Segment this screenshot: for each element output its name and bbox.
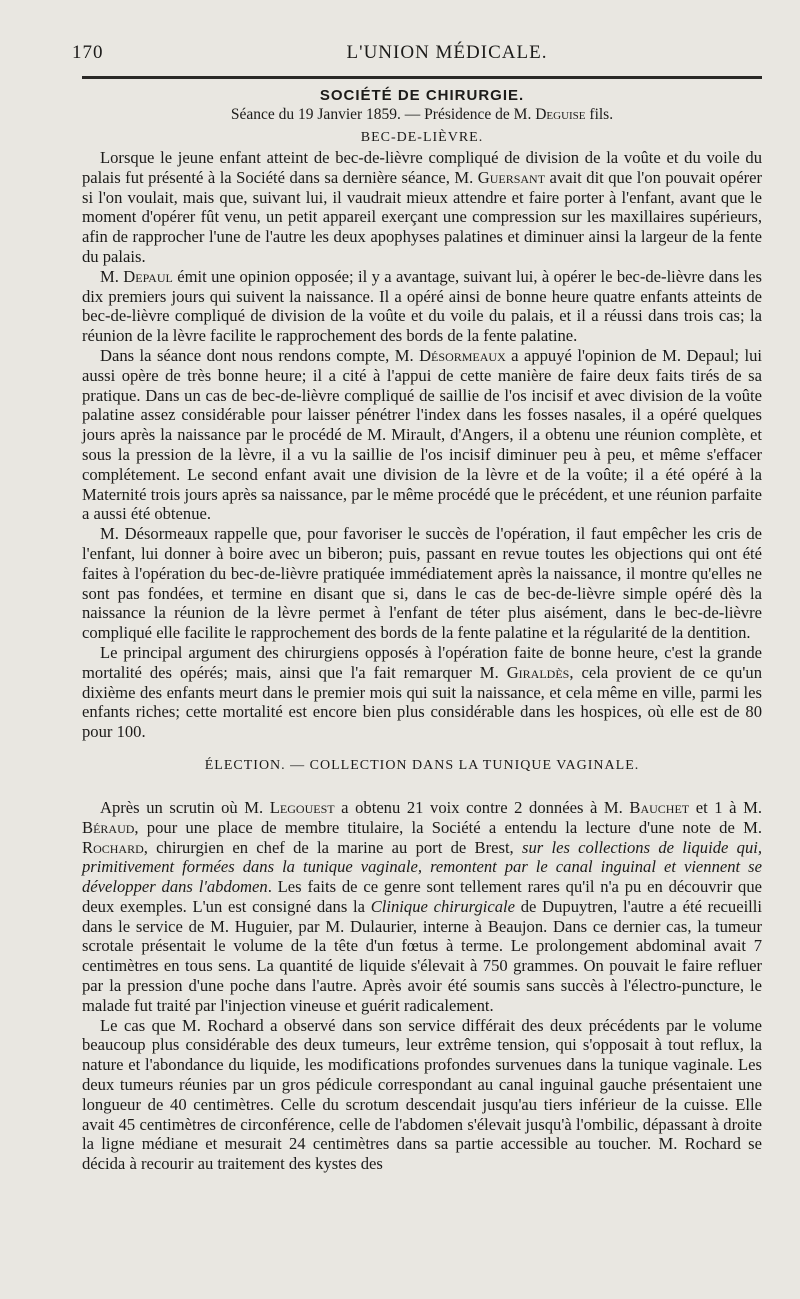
paragraph-depaul: M. Depaul émit une opinion opposée; il y a avantage, suivant lui, à opérer le bec-de-lièvre dans les dix premiers jours qui suivent la naissance. Il a opéré ainsi de bonne heure quatre enfants atteints de bec-de-lièvre compliqué de division de la voûte et du voile du palais, et il a réussi dans trois cas; la réunion de la lèvre facilite le rapprochement des bords de la fente palatine.: [82, 266, 762, 346]
paragraph-desormeaux-cases: Dans la séance dont nous rendons compte, M. Désormeaux a appuyé l'opinion de M. Depaul; lui aussi opère de très bonne heure; il a cité à l'appui de cette manière de faire deux faits tirés de sa pratique. Dans un cas de bec-de-lièvre compliqué de saillie de l'os incisif et avec division de la voûte palatine assez considérable pour laisser pénétrer l'index dans les fosses nasales, il a opéré quelques jours après la naissance par le procédé de M. Mirault, d'Angers, il a obtenu une réunion complète, et sous la pression de la lèvre, il a vu la saillie de l'os incisif diminuer peu à peu, et même s'effacer complétement. Le second enfant avait une division de la lèvre et de la voûte; il a été opéré à la Maternité trois jours après sa naissance, par le même procédé que le précédent, et une réunion parfaite a aussi été obtenue.: [82, 345, 762, 524]
subheading-bec-de-lievre: BEC-DE-LIÈVRE.: [360, 130, 484, 145]
paragraph-election: Après un scrutin où M. Legouest a obtenu 21 voix contre 2 données à M. Bauchet et 1 à M. Béraud, pour une place de membre titulaire, la Société a entendu la lecture d'une note de M. Rochard, chirurgien en chef de la marine au port de Brest, sur les collections de liquide qui, primitivement formées dans la tunique vaginale, remontent par le canal inguinal et viennent se développer dans l'abdomen. Les faits de ce genre sont tellement rares qu'il n'a pu en découvrir que deux exemples. L'un est consigné dans la Clinique chirurgicale de Dupuytren, l'autre a été recueilli dans le service de M. Huguier, par M. Dulaurier, interne à Beaujon. Dans ce dernier cas, la tumeur scrotale présentait le volume de la tête d'un fœtus à terme. Le prolongement abdominal avait 7 centimètres en tous sens. La quantité de liquide s'élevait à 750 grammes. On pouvait le faire refluer par la pression d'une poche dans l'autre. Après avoir été soumis sans succès à l'électro-puncture, le malade fut traité par l'injection vineuse et guérit radicalement.: [82, 797, 763, 1015]
paragraph-desormeaux-objections: M. Désormeaux rappelle que, pour favoriser le succès de l'opération, il faut empêcher les cris de l'enfant, lui donner à boire avec un biberon; puis, passant en revue toutes les objections qui ont été faites à l'opération du bec-de-lièvre pratiquée immédiatement après la naissance, il montre qu'elles ne sont pas fondées, et termine en disant que si, dans le cas de bec-de-lièvre simple opéré dès la naissance la réunion de la lèvre permet à l'enfant de téter plus aisément, dans le bec-de-lièvre compliqué elle facilite le rapprochement des bords de la fente palatine et la régularité de la dentition.: [82, 524, 762, 643]
page-number: 170: [72, 42, 104, 63]
subheading-election: ÉLECTION. — COLLECTION DANS LA TUNIQUE VAGINALE.: [204, 757, 640, 773]
paragraph-mortality: Le principal argument des chirurgiens opposés à l'opération faite de bonne heure, c'est la grande mortalité des opérés; mais, ainsi que l'a fait remarquer M. Giraldès, cela provient de ce qu'un dixième des enfants meurt dans le premier mois qui suit la naissance, et cela même en ville, parmi les enfants riches; cette mortalité est encore bien plus considérable dans les hospices, où elle est de 80 pour 100.: [82, 642, 762, 742]
section-title: SOCIÉTÉ DE CHIRURGIE.: [319, 87, 525, 104]
journal-title: L'UNION MÉDICALE.: [346, 42, 548, 63]
running-head: [72, 36, 762, 70]
paragraph-rochard-case: Le cas que M. Rochard a observé dans son service différait des deux précédents par le volume beaucoup plus considérable des deux tumeurs, leur extrême tension, qui s'opposait à tout reflux, la nature et l'abondance du liquide, les modifications profondes survenues dans la tunique vaginale. Les deux tumeurs réunies par un gros pédicule correspondant au canal inguinal gauche présentaient une longueur de 40 centimètres. Celle du scrotum descendait jusqu'au tiers inférieur de la cuisse. Elle avait 45 centimètres de circonférence, celle de l'abdomen s'élevait jusqu'à l'ombilic, dépassant à droite la ligne médiane et mesurait 24 centimètres dans sa partie accessible au toucher. M. Rochard se décida à recourir au traitement des kystes des: [82, 1015, 762, 1174]
header-rule: [82, 76, 762, 79]
paragraph-guersant: Lorsque le jeune enfant atteint de bec-de-lièvre compliqué de division de la voûte et du voile du palais fut présenté à la Société dans sa dernière séance, M. Guersant avait dit que l'on pouvait opérer si l'on voulait, mais que, suivant lui, il vaudrait mieux attendre et faire porter à l'enfant, avant que le moment d'opérer fût venu, un petit appareil exerçant une compression sur les maxillaires supérieurs, afin de rapprocher l'une de l'autre les deux apophyses palatines et diminuer ainsi la largeur de la fente du palais.: [82, 148, 762, 266]
session-line: Séance du 19 Janvier 1859. — Présidence de M. Deguise fils.: [230, 106, 614, 123]
